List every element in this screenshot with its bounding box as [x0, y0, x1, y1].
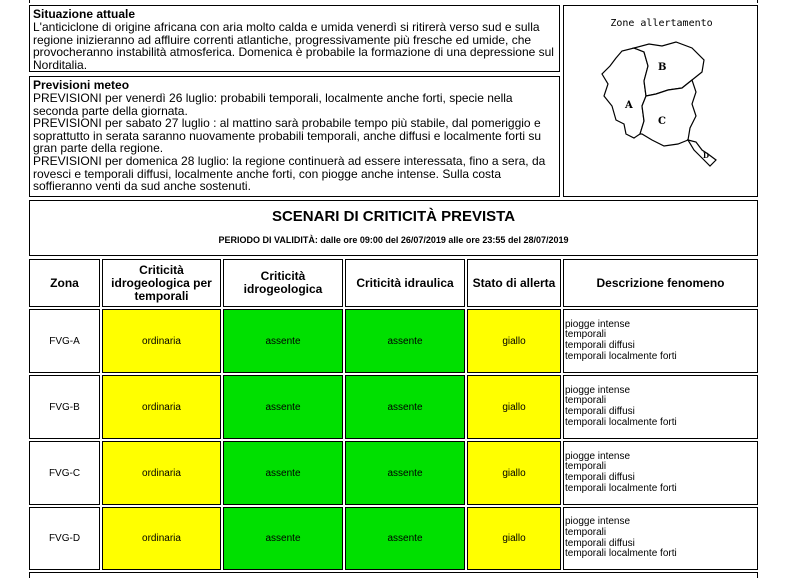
- scenari-header: [29, 200, 758, 256]
- situazione-title: Situazione attuale: [33, 7, 136, 21]
- header-idraulica: Criticità idraulica: [345, 259, 465, 307]
- row-b-idrogeologica: assente: [223, 375, 343, 439]
- zone-a-region: [602, 48, 648, 138]
- header-idrogeologica: Criticità idrogeologica: [223, 259, 343, 307]
- situazione-text: L'anticiclone di origine africana con aria molto calda e umida venerdì si ritirerà verso sud e sulla regione inizieranno ad affluire correnti atlantiche, progressivamente più fresche ed umide, che provocheranno instabilità atmosferica. Domenica è probabile la formazione di una depressione sul Norditalia.: [33, 20, 554, 72]
- header-stato: Stato di allerta: [467, 259, 561, 307]
- row-d-zona: FVG-D: [29, 507, 100, 570]
- next-section-border: [29, 572, 758, 578]
- row-d-desc-2: temporali: [565, 526, 607, 538]
- row-a-desc-1: piogge intense: [565, 318, 631, 330]
- row-d-idraulica: assente: [345, 507, 465, 570]
- row-c-idraulica: assente: [345, 441, 465, 505]
- row-a-zona: FVG-A: [29, 309, 100, 373]
- row-c-desc-2: temporali: [565, 461, 607, 473]
- row-d-desc-1: piogge intense: [565, 516, 631, 528]
- scenari-title: SCENARI DI CRITICITÀ PREVISTA: [271, 208, 516, 225]
- row-d-idrogeologica: assente: [223, 507, 343, 570]
- row-c-temporali: ordinaria: [102, 441, 221, 505]
- zone-map: [564, 6, 759, 198]
- row-b-temporali: ordinaria: [102, 375, 221, 439]
- row-b-zona: FVG-B: [29, 375, 100, 439]
- validity-period: PERIODO DI VALIDITÀ: dalle ore 09:00 del 26/07/2019 alle ore 23:55 del 28/07/2019: [218, 235, 569, 245]
- row-c-desc-1: piogge intense: [565, 450, 631, 462]
- zone-b-label: B: [658, 62, 667, 73]
- map-label: Zone allertamento: [610, 18, 713, 29]
- row-b-desc-2: temporali: [565, 395, 607, 407]
- row-b-stato: giallo: [467, 375, 561, 439]
- page-top-border: [29, 0, 758, 3]
- row-a-desc-2: temporali: [565, 329, 607, 341]
- row-b-desc-1: piogge intense: [565, 384, 631, 396]
- row-b-descrizione: [563, 375, 758, 439]
- previsioni-line-2: PREVISIONI per sabato 27 luglio : al mattino sarà probabile tempo più stabile, dal pomeriggio e soprattutto in serata saranno nuovamente probabili temporali, anche diffusi e localmente forti su gran parte della regione.: [33, 116, 542, 156]
- row-d-temporali: ordinaria: [102, 507, 221, 570]
- row-c-idrogeologica: assente: [223, 441, 343, 505]
- zone-d-label: D: [703, 151, 710, 160]
- previsioni-line-1: PREVISIONI per venerdì 26 luglio: probabili temporali, localmente anche forti, specie nella seconda parte della giornata.: [33, 91, 513, 118]
- zone-c-label: C: [658, 116, 666, 127]
- row-b-idraulica: assente: [345, 375, 465, 439]
- row-d-desc-3: temporali diffusi: [565, 537, 635, 549]
- row-a-stato: giallo: [467, 309, 561, 373]
- row-b-desc-3: temporali diffusi: [565, 406, 635, 417]
- row-b-desc-4: temporali localmente forti: [565, 416, 677, 428]
- row-a-temporali: ordinaria: [102, 309, 221, 373]
- row-c-desc-3: temporali diffusi: [565, 472, 635, 483]
- row-c-desc-4: temporali localmente forti: [565, 482, 677, 494]
- row-a-descrizione: [563, 309, 758, 373]
- row-c-stato: giallo: [467, 441, 561, 505]
- zone-a-label: A: [625, 100, 633, 111]
- previsioni-line-3: PREVISIONI per domenica 28 luglio: la regione continuerà ad essere interessata, fino a sera, da rovesci e temporali diffusi, localmente anche forti, con piogge anche intense. Sulla costa soffieranno venti da sud anche sostenuti.: [33, 153, 546, 194]
- row-c-zona: FVG-C: [29, 441, 100, 505]
- header-descrizione: Descrizione fenomeno: [563, 259, 758, 307]
- header-temporali: Criticità idrogeologica per temporali: [102, 259, 221, 307]
- row-a-desc-3: temporali diffusi: [565, 340, 635, 351]
- header-zona: Zona: [29, 259, 100, 307]
- row-d-desc-4: temporali localmente forti: [565, 548, 677, 560]
- row-d-descrizione: [563, 507, 758, 570]
- row-c-descrizione: [563, 441, 758, 505]
- row-a-desc-4: temporali localmente forti: [565, 350, 677, 362]
- previsioni-meteo-section: [29, 76, 560, 197]
- situazione-attuale-section: [29, 5, 560, 72]
- row-d-stato: giallo: [467, 507, 561, 570]
- zone-d-region: [688, 140, 716, 166]
- zone-map-box: [563, 5, 758, 197]
- previsioni-title: Previsioni meteo: [33, 78, 130, 92]
- row-a-idraulica: assente: [345, 309, 465, 373]
- row-a-idrogeologica: assente: [223, 309, 343, 373]
